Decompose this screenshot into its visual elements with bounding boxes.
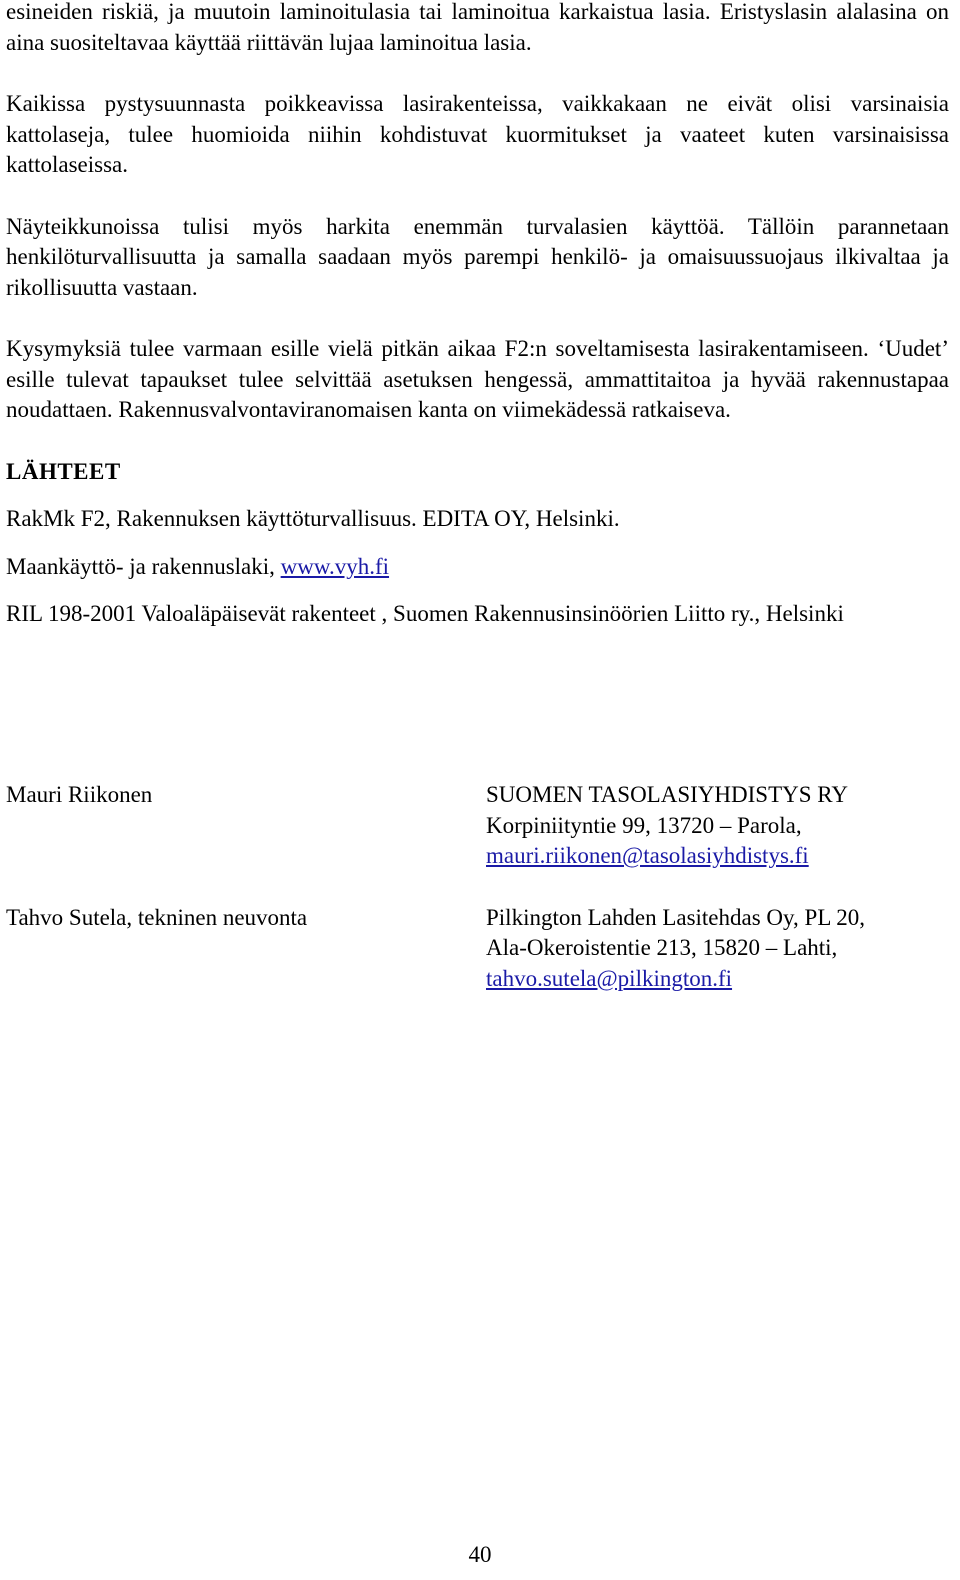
contact-email-link[interactable]: tahvo.sutela@pilkington.fi	[486, 965, 733, 991]
contact-address: Korpiniityntie 99, 13720 – Parola,	[486, 812, 802, 838]
reference-ril-198: RIL 198-2001 Valoaläpäisevät rakenteet , Suomen Rakennusinsinöörien Liitto ry., Helsinki	[6, 601, 844, 626]
paragraph-gap	[6, 181, 949, 212]
reference-land-use-act-text: Maankäyttö- ja rakennuslaki,	[6, 553, 281, 579]
contact-email-link[interactable]: mauri.riikonen@tasolasiyhdistys.fi	[486, 843, 809, 868]
contact-organization: Pilkington Lahden Lasitehdas Oy, PL 20,	[486, 904, 866, 930]
contact-details	[486, 780, 949, 872]
paragraph-gap	[6, 58, 949, 89]
contact-organization: SUOMEN TASOLASIYHDISTYS RY	[486, 782, 848, 807]
paragraph-gap	[6, 303, 949, 334]
paragraph-shop-windows: Näyteikkunoissa tulisi myös harkita enemmän turvalasien käyttöä. Tällöin parannetaan henkilöturvallisuutta ja samalla saadaan myös parempi henkilö- ja omaisuussuojaus ilkivaltaa ja rikollisuutta vastaan.	[6, 213, 949, 300]
paragraph-gap	[6, 426, 949, 457]
contact-details	[486, 903, 949, 995]
contact-row	[6, 780, 949, 872]
reference-rakmk-f2: RakMk F2, Rakennuksen käyttöturvallisuus. EDITA OY, Helsinki.	[6, 506, 620, 531]
contact-address: Ala-Okeroistentie 213, 15820 – Lahti,	[486, 935, 838, 960]
contact-name: Mauri Riikonen	[6, 782, 153, 807]
paragraph-roof-glass: Kaikissa pystysuunnasta poikkeavissa lasirakenteissa, vaikkakaan ne eivät olisi varsinaisia kattolaseja, tulee huomioida niihin kohdistuvat kuormitukset ja vaateet kuten varsinaisissa kattolaseissa.	[6, 91, 949, 177]
contacts-section	[6, 780, 949, 994]
page-number: 40	[468, 1542, 492, 1567]
contact-name: Tahvo Sutela, tekninen neuvonta	[6, 904, 308, 930]
section-gap	[6, 487, 949, 504]
section-gap	[6, 535, 949, 552]
reference-land-use-act	[6, 552, 949, 583]
references-heading: LÄHTEET	[6, 458, 121, 484]
contact-gap	[6, 872, 949, 903]
paragraph-laminated-glass: esineiden riskiä, ja muutoin laminoitulasia tai laminoitua karkaistua lasia. Eristyslasin alalasina on aina suositeltavaa käyttää riittävän lujaa laminoitua lasia.	[6, 0, 949, 55]
section-gap	[6, 582, 949, 599]
document-body	[6, 0, 949, 630]
vyh-link[interactable]: www.vyh.fi	[280, 553, 390, 579]
contact-row	[6, 903, 949, 995]
paragraph-questions: Kysymyksiä tulee varmaan esille vielä pitkän aikaa F2:n soveltamisesta lasirakentamiseen. ‘Uudet’ esille tulevat tapaukset tulee selvittää asetuksen hengessä, ammattitaitoa ja hyvää rakennustapaa noudattaen. Rakennusvalvontaviranomaisen kanta on viimekädessä ratkaiseva.	[6, 336, 949, 422]
